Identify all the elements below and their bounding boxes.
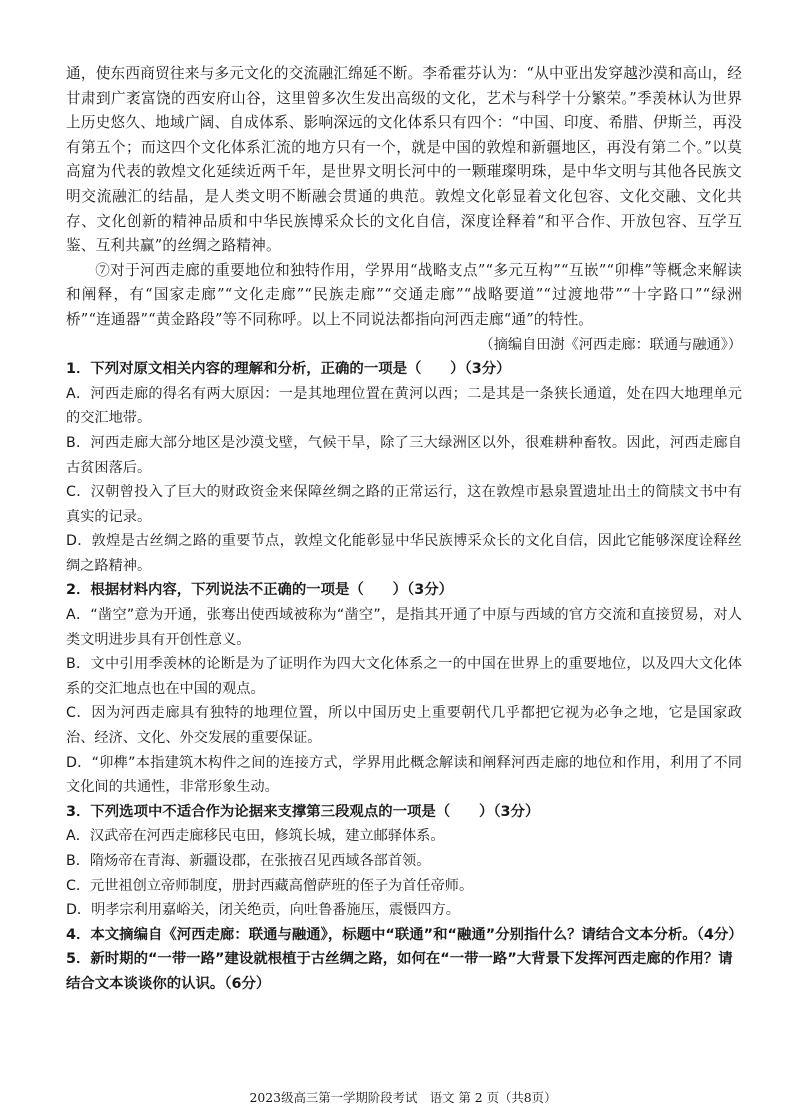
- option-a: A．河西走廊的得名有两大原因：一是其地理位置在黄河以西；二是其是一条狭长通道，处在四大地理单元的交汇地带。: [66, 385, 742, 427]
- option-d: D．明孝宗利用嘉峪关，闭关绝贡，向吐鲁番施压，震慑四方。: [66, 902, 460, 919]
- question-stem: 3．下列选项中不适合作为论据来支撑第三段观点的一项是（ ）（3分）: [66, 803, 540, 820]
- passage-paragraph-7: ⑦对于河西走廊的重要地位和独特作用，学界用“战略支点”“多元互构”“互嵌”“卯榫”等概念来解读和阐释，有“国家走廊”“文化走廊”“民族走廊”“交通走廊”“战略要道”“过渡地带”“十字路口”“绿洲桥”“连通器”“黄金路段”等不同称呼。以上不同说法都指向河西走廊“通”的特性。: [66, 261, 742, 328]
- option-d: D．“卯榫”本指建筑木构件之间的连接方式，学界用此概念解读和阐释河西走廊的地位和作用，利用了不同文化间的共通性，非常形象生动。: [66, 754, 742, 796]
- option-c: C．元世祖创立帝师制度，册封西藏高僧萨班的侄子为首任帝师。: [66, 877, 474, 894]
- question-4: [66, 923, 742, 948]
- question-stem: 1．下列对原文相关内容的理解和分析，正确的一项是（ ）（3分）: [66, 361, 511, 378]
- exam-page: [66, 62, 742, 997]
- question-1: [66, 357, 742, 578]
- option-b: B．河西走廊大部分地区是沙漠戈壁，气候干旱，除了三大绿洲区以外，很难耕种畜牧。因此，河西走廊自古贫困落后。: [66, 434, 742, 476]
- option-d: D．敦煌是古丝绸之路的重要节点，敦煌文化能彰显中华民族博采众长的文化自信，因此它能够深度诠释丝绸之路精神。: [66, 533, 742, 574]
- option-b: B．隋炀帝在青海、新疆设郡，在张掖召见西域各部首领。: [66, 853, 431, 869]
- question-3: [66, 800, 742, 923]
- question-2: [66, 578, 742, 799]
- option-c: C．因为河西走廊具有独特的地理位置，所以中国历史上重要朝代几乎都把它视为必争之地，它是国家政治、经济、文化、外交发展的重要保证。: [66, 705, 742, 747]
- option-a: A．“凿空”意为开通，张骞出使西域被称为“凿空”，是指其开通了中原与西域的官方交流和直接贸易，对人类文明进步具有开创性意义。: [66, 607, 742, 648]
- option-c: C．汉朝曾投入了巨大的财政资金来保障丝绸之路的正常运行，这在敦煌市悬泉置遗址出土的简牍文书中有真实的记录。: [66, 484, 742, 525]
- question-stem: 4．本文摘编自《河西走廊：联通与融通》，标题中“联通”和“融通”分别指什么？请结合文本分析。（4分）: [66, 926, 743, 943]
- question-5: [66, 947, 742, 996]
- passage-paragraph-continuation: 通，使东西商贸往来与多元文化的交流融汇绵延不断。李希霍芬认为：“从中亚出发穿越沙漠和高山，经甘肃到广袤富饶的西安府山谷，这里曾多次生发出高级的文化，艺术与科学十分繁荣。”季羡林认为世界上历史悠久、地域广阔、自成体系、影响深远的文化体系只有四个：“中国、印度、希腊、伊斯兰，再没有第五个；而这四个文化体系汇流的地方只有一个，就是中国的敦煌和新疆地区，再没有第二个。”以莫高窟为代表的敦煌文化延续近两千年，是世界文明长河中的一颗璀璨明珠，是中华文明与其他各民族文明交流融汇的结晶，是人类文明不断融会贯通的典范。敦煌文化彰显着文化包容、文化交融、文化共存、文化创新的精神品质和中华民族博采众长的文化自信，深度诠释着“和平合作、开放包容、互学互鉴、互利共赢”的丝绸之路精神。: [66, 65, 742, 255]
- option-a: A．汉武帝在河西走廊移民屯田，修筑长城，建立邮驿体系。: [66, 828, 445, 845]
- question-stem: 5．新时期的“一带一路”建设就根植于古丝绸之路，如何在“一带一路”大背景下发挥河西走廊的作用？请结合文本谈谈你的认识。（6分）: [66, 951, 733, 992]
- page-footer: 2023级高三第一学期阶段考试 语文 第 2 页（共8页）: [249, 1090, 557, 1105]
- question-stem: 2．根据材料内容，下列说法不正确的一项是（ ）（3分）: [66, 582, 453, 599]
- option-b: B．文中引用季羡林的论断是为了证明作为四大文化体系之一的中国在世界上的重要地位，以及四大文化体系的交汇地点也在中国的观点。: [66, 656, 742, 697]
- passage-source: （摘编自田澍《河西走廊：联通与融通》）: [479, 336, 742, 353]
